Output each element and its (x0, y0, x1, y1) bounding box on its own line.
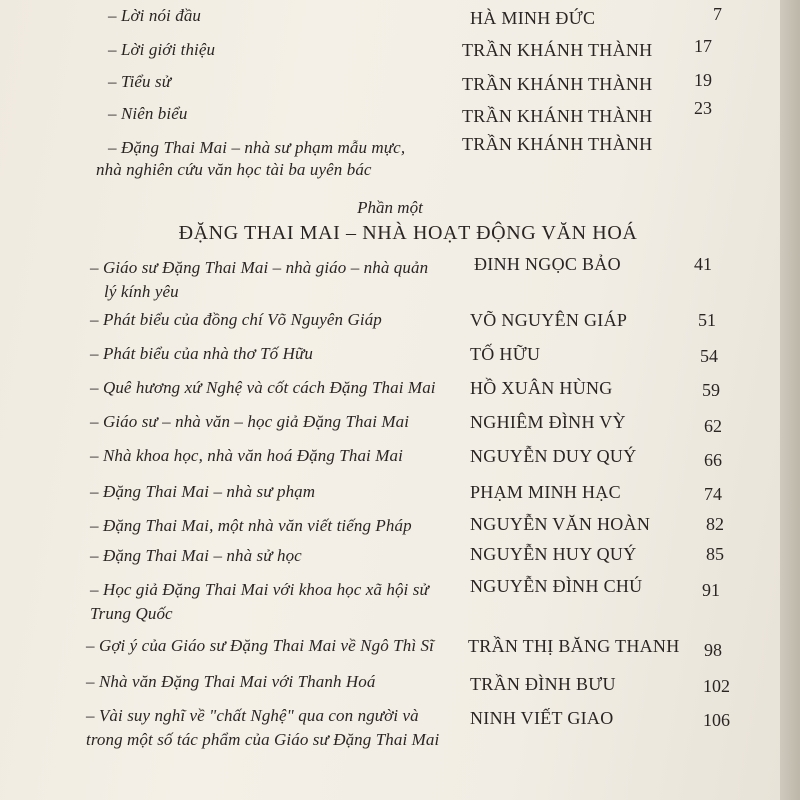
entry-author: NGUYỄN ĐÌNH CHÚ (470, 576, 643, 596)
entry-author: NGUYỄN VĂN HOÀN (470, 514, 651, 534)
entry-title: – Lời nói đầu (108, 6, 202, 25)
entry-page: 51 (698, 310, 716, 330)
entry-title: – Giáo sư – nhà văn – học giả Đặng Thai Mai (90, 412, 410, 431)
entry-title: – Đặng Thai Mai – nhà sư phạm (90, 482, 316, 501)
entry-author: TRẦN KHÁNH THÀNH (462, 134, 653, 154)
entry-page: 102 (703, 676, 730, 696)
entry-page: 59 (702, 380, 720, 400)
entry-author: NGUYỄN HUY QUÝ (470, 544, 637, 564)
entry-title: – Tiểu sử (108, 72, 172, 91)
entry-title: – Đặng Thai Mai – nhà sử học (90, 546, 302, 565)
entry-page: 106 (703, 710, 730, 730)
entry-author: TRẦN THỊ BĂNG THANH (468, 636, 680, 656)
entry-page: 66 (704, 450, 722, 470)
entry-author: NINH VIẾT GIAO (470, 708, 614, 728)
entry-author: NGUYỄN DUY QUÝ (470, 446, 637, 466)
entry-title-line1: – Vài suy nghĩ về "chất Nghệ" qua con người và (86, 706, 419, 725)
entry-title-line2: nhà nghiên cứu văn học tài ba uyên bác (96, 160, 372, 179)
entry-author: TRẦN KHÁNH THÀNH (462, 106, 653, 126)
entry-author: HÀ MINH ĐỨC (470, 8, 596, 28)
entry-author: TRẦN ĐÌNH BƯU (470, 674, 616, 694)
entry-author: VÕ NGUYÊN GIÁP (470, 310, 628, 330)
entry-title-line1: – Giáo sư Đặng Thai Mai – nhà giáo – nhà quản (90, 258, 429, 277)
entry-page: 17 (694, 36, 712, 56)
entry-title: – Niên biểu (108, 104, 188, 123)
entry-author: TRẦN KHÁNH THÀNH (462, 40, 653, 60)
section-label: Phần một (357, 198, 423, 217)
entry-title: – Quê hương xứ Nghệ và cốt cách Đặng Thai Mai (90, 378, 436, 397)
entry-page: 98 (704, 640, 722, 660)
entry-title-line2: lý kính yêu (104, 282, 179, 301)
section-title: ĐẶNG THAI MAI – NHÀ HOẠT ĐỘNG VĂN HOÁ (178, 222, 638, 244)
entry-page: 85 (706, 544, 724, 564)
entry-title: – Đặng Thai Mai, một nhà văn viết tiếng Pháp (90, 516, 412, 535)
entry-page: 82 (706, 514, 724, 534)
entry-title: – Phát biểu của đồng chí Võ Nguyên Giáp (90, 310, 382, 329)
entry-page: 7 (713, 4, 722, 24)
entry-author: NGHIÊM ĐÌNH VỲ (470, 412, 626, 432)
entry-author: PHẠM MINH HẠC (470, 482, 621, 502)
entry-author: TỐ HỮU (470, 344, 541, 364)
entry-title: – Nhà văn Đặng Thai Mai với Thanh Hoá (86, 672, 376, 691)
entry-page: 23 (694, 98, 712, 118)
entry-author: HỒ XUÂN HÙNG (470, 378, 613, 398)
entry-title: – Phát biểu của nhà thơ Tố Hữu (90, 344, 313, 363)
entry-page: 41 (694, 254, 712, 274)
entry-title: – Gợi ý của Giáo sư Đặng Thai Mai về Ngô Thì Sĩ (86, 636, 434, 655)
entry-title-line1: – Học giả Đặng Thai Mai với khoa học xã hội sử (90, 580, 429, 599)
entry-author: ĐINH NGỌC BẢO (474, 254, 621, 274)
entry-page: 54 (700, 346, 718, 366)
entry-page: 62 (704, 416, 722, 436)
entry-title-line1: – Đặng Thai Mai – nhà sư phạm mẫu mực, (108, 138, 406, 157)
entry-author: TRẦN KHÁNH THÀNH (462, 74, 653, 94)
entry-title-line2: trong một số tác phẩm của Giáo sư Đặng Thai Mai (86, 730, 440, 749)
entry-title-line2: Trung Quốc (90, 604, 173, 623)
entry-page: 91 (702, 580, 720, 600)
entry-title: – Lời giới thiệu (108, 40, 216, 59)
entry-title: – Nhà khoa học, nhà văn hoá Đặng Thai Mai (90, 446, 403, 465)
page-edge (780, 0, 800, 800)
entry-page: 74 (704, 484, 722, 504)
entry-page: 19 (694, 70, 712, 90)
